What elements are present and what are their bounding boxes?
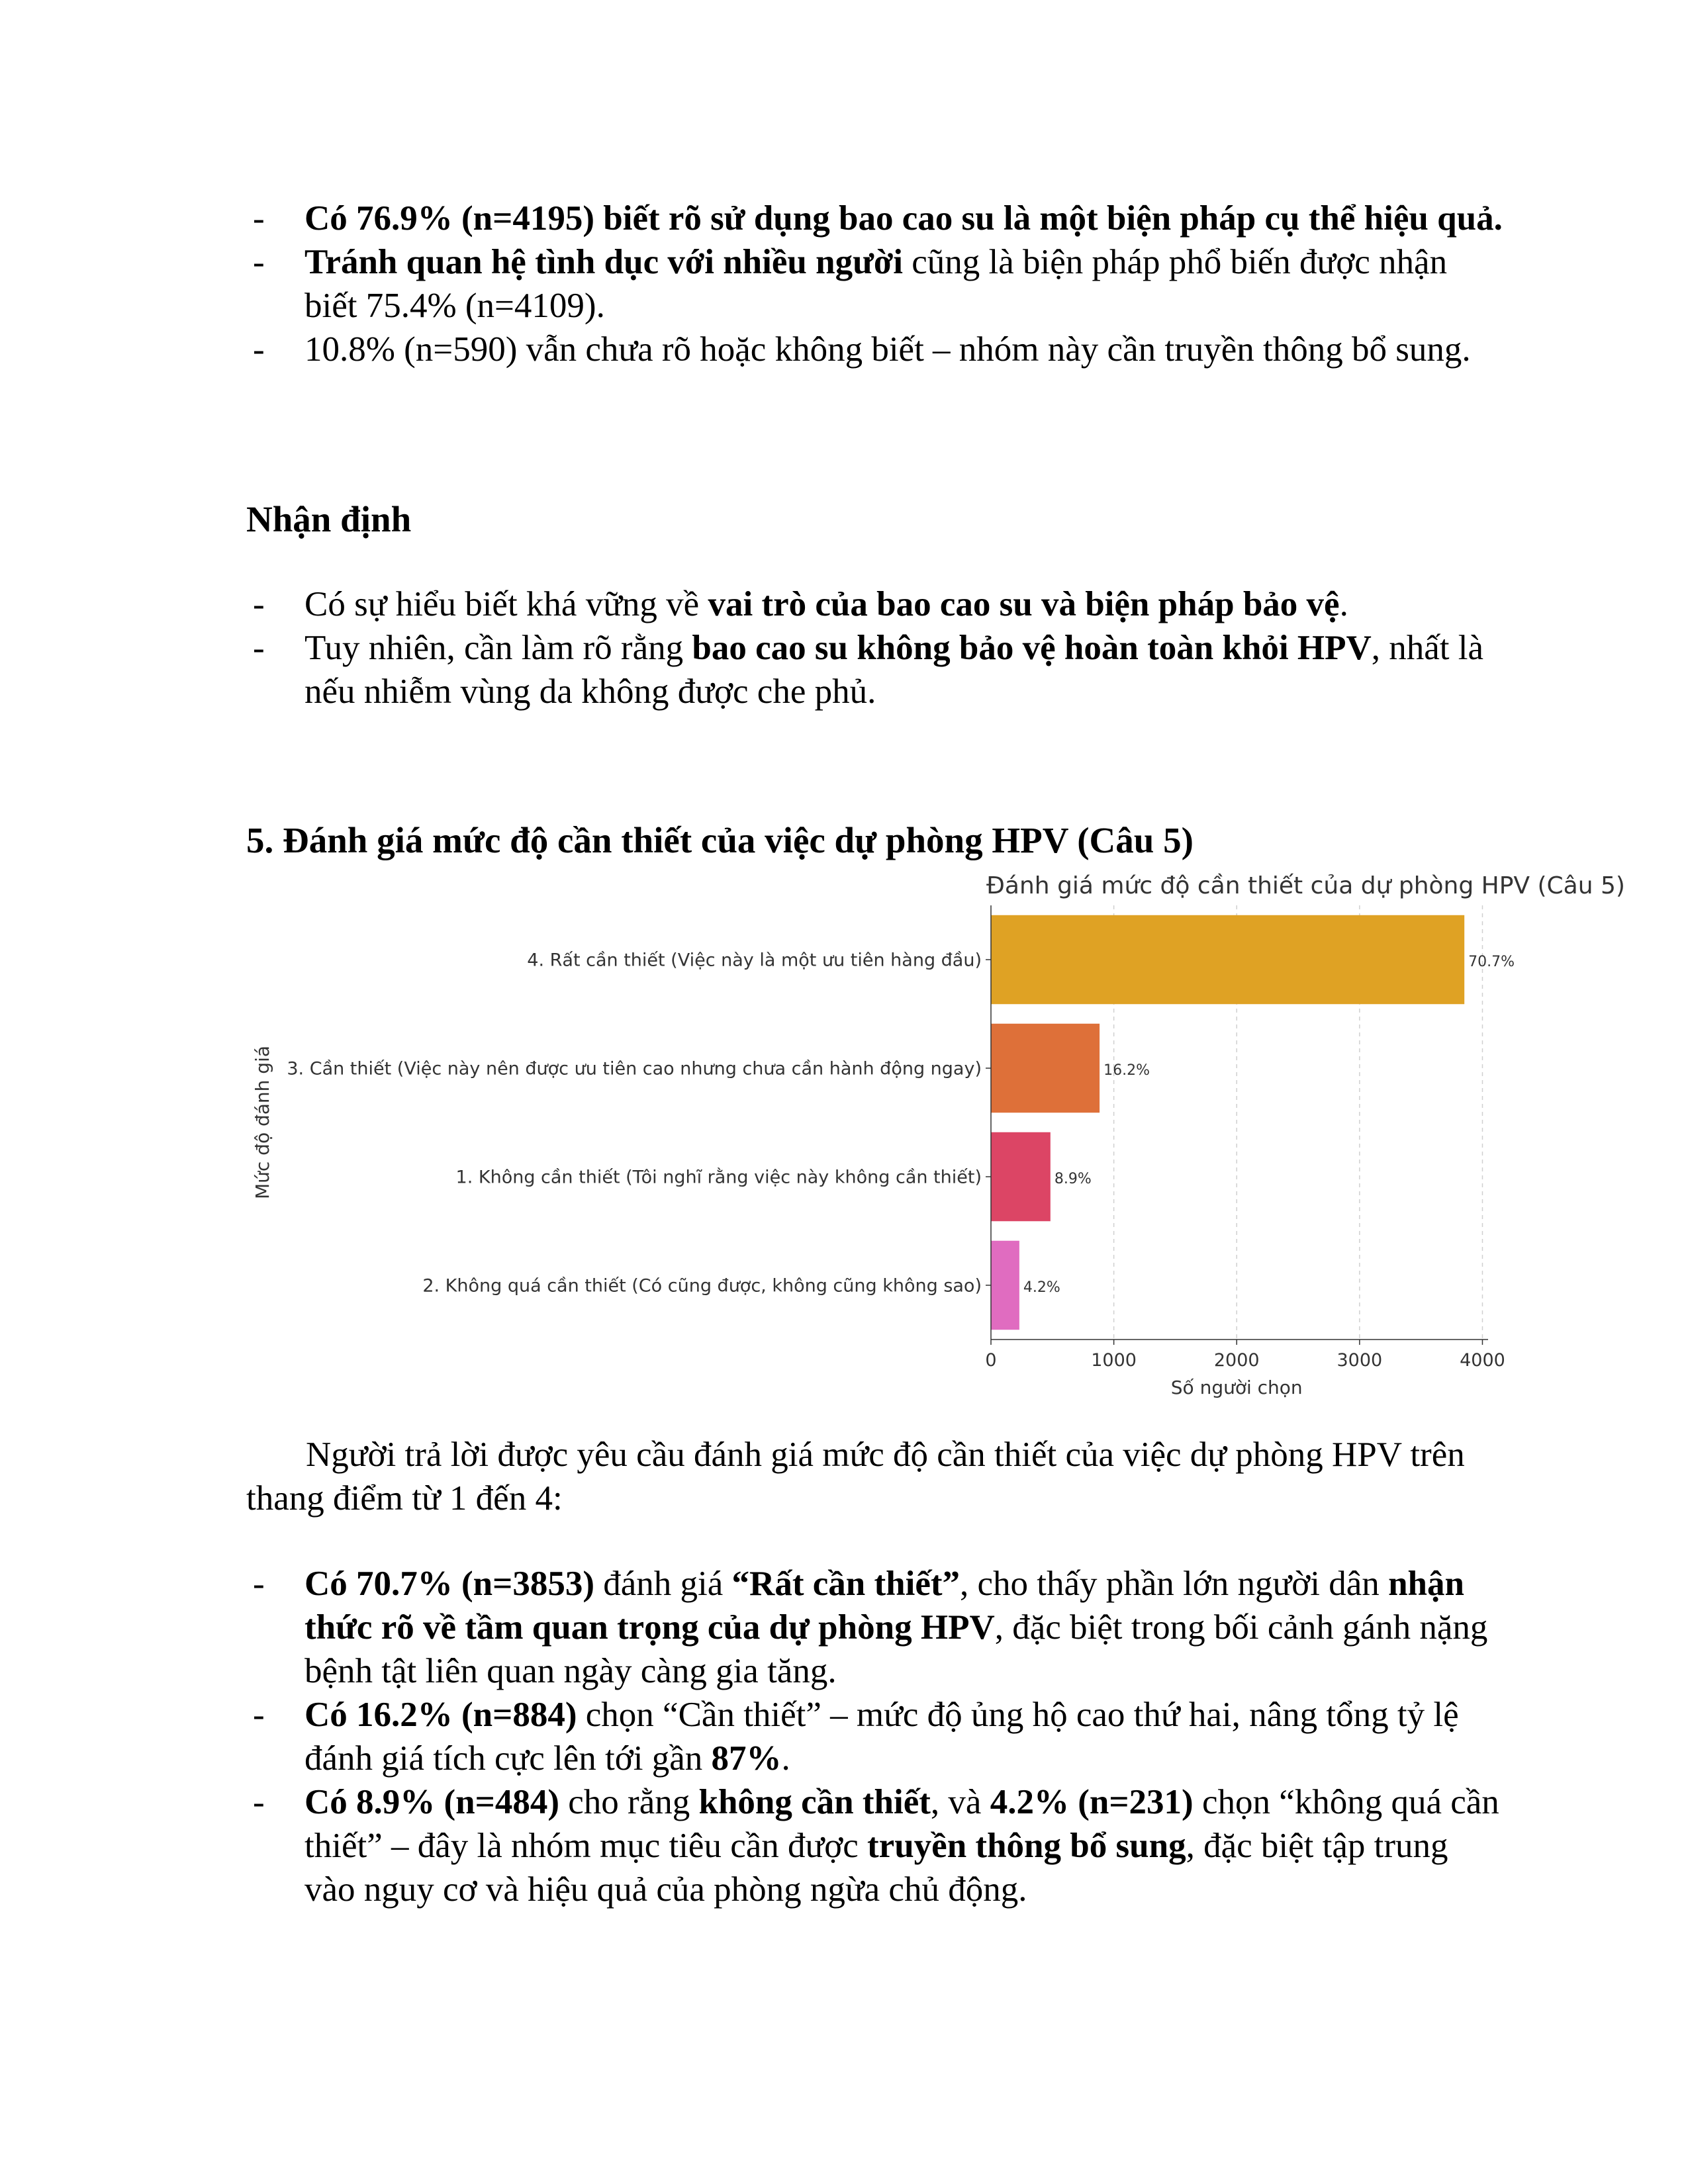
bold-text: truyền thông bổ sung — [867, 1827, 1186, 1865]
bar — [991, 1241, 1019, 1330]
list-item — [245, 197, 1503, 240]
bold-text: 4.2% (n=231) — [990, 1783, 1194, 1821]
text-run: . — [1339, 585, 1348, 623]
text-run: 10.8% (n=590) vẫn chưa rõ hoặc không biết – nhóm này cần truyền thông bổ sung. — [305, 330, 1471, 369]
text-run: . — [781, 1739, 790, 1778]
bold-text: “Rất cần thiết” — [731, 1565, 960, 1603]
y-tick-label: 3. Cần thiết (Việc này nên được ưu tiên cao nhưng chưa cần hành động ngay) — [287, 1058, 982, 1079]
list-item — [245, 328, 1503, 371]
y-tick-label: 4. Rất cần thiết (Việc này là một ưu tiên hàng đầu) — [527, 950, 982, 971]
bar-value-label: 16.2% — [1103, 1062, 1150, 1079]
bar-value-label: 70.7% — [1468, 954, 1515, 970]
bullet-dash: - — [253, 1565, 265, 1603]
results-bullet-list — [245, 1562, 1503, 1911]
text-run: chọn “Cần thiết” – mức độ ủng hộ cao thứ hai, nâng tổng tỷ lệ đánh giá tích cực lên tới gần — [305, 1696, 1459, 1778]
knowledge-bullet-list — [245, 197, 1503, 371]
bullet-dash: - — [253, 1696, 265, 1734]
text-run: Tuy nhiên, cần làm rõ rằng — [305, 629, 692, 667]
bullet-dash: - — [253, 629, 265, 667]
nhan-dinh-heading: Nhận định — [246, 499, 412, 539]
bullet-dash: - — [253, 1783, 265, 1821]
list-item — [245, 1562, 1503, 1693]
text-run: , đặc biệt tập trung vào nguy cơ và hiệu quả của phòng ngừa chủ động. — [305, 1827, 1448, 1909]
text-run: chọn “không quá cần thiết” – đây là nhóm mục tiêu cần được — [305, 1783, 1499, 1865]
bullet-dash: - — [253, 585, 265, 623]
x-tick-label: 0 — [985, 1350, 997, 1371]
intro-paragraph: Người trả lời được yêu cầu đánh giá mức độ cần thiết của việc dự phòng HPV trên thang điểm từ 1 đến 4: — [246, 1435, 1465, 1518]
assessment-bullet-list — [245, 582, 1503, 713]
x-tick-label: 4000 — [1460, 1350, 1505, 1371]
chart-title: Đánh giá mức độ cần thiết của dự phòng HPV (Câu 5) — [986, 872, 1625, 899]
bar-value-label: 8.9% — [1054, 1171, 1092, 1187]
text-run: Có sự hiểu biết khá vững về — [305, 585, 708, 623]
x-axis-label: Số người chọn — [1170, 1377, 1303, 1398]
section-5-heading: 5. Đánh giá mức độ cần thiết của việc dự phòng HPV (Câu 5) — [246, 820, 1194, 860]
list-item — [245, 582, 1503, 626]
bold-text: vai trò của bao cao su và biện pháp bảo vệ — [708, 585, 1340, 623]
bold-text: Có 16.2% (n=884) — [305, 1696, 577, 1734]
bullet-dash: - — [253, 330, 265, 369]
text-run: , nhất là nếu nhiễm vùng da không được che phủ. — [305, 629, 1484, 711]
bold-text: 87% — [711, 1739, 782, 1778]
bold-text: Tránh quan hệ tình dục với nhiều người — [305, 243, 903, 281]
text-run: , cho thấy phần lớn người dân — [960, 1565, 1389, 1603]
list-item — [245, 1780, 1503, 1911]
bold-text: bao cao su không bảo vệ hoàn toàn khỏi HPV — [692, 629, 1372, 667]
necessity-bar-chart — [245, 872, 1625, 1403]
bold-text: không cần thiết — [698, 1783, 931, 1821]
bar — [991, 915, 1464, 1004]
list-item — [245, 626, 1503, 713]
text-run: đánh giá — [594, 1565, 732, 1603]
y-axis-label: Mức độ đánh giá — [252, 1045, 273, 1200]
bold-text: Có 70.7% (n=3853) — [305, 1565, 595, 1603]
bullet-dash: - — [253, 243, 265, 281]
y-tick-label: 1. Không cần thiết (Tôi nghĩ rằng việc này không cần thiết) — [455, 1167, 982, 1188]
text-run: cũng là biện pháp phổ biến được nhận biết 75.4% (n=4109). — [305, 243, 1448, 325]
bold-text: Có 76.9% (n=4195) biết rõ sử dụng bao cao su là một biện pháp cụ thể hiệu quả. — [305, 199, 1503, 238]
x-tick-label: 2000 — [1213, 1350, 1260, 1371]
y-tick-label: 2. Không quá cần thiết (Có cũng được, không cũng không sao) — [422, 1275, 982, 1297]
x-tick-label: 1000 — [1091, 1350, 1137, 1371]
bold-text: Có 8.9% (n=484) — [305, 1783, 560, 1821]
bar — [991, 1024, 1100, 1113]
bar-value-label: 4.2% — [1023, 1279, 1060, 1296]
bar — [991, 1132, 1051, 1221]
text-run: cho rằng — [559, 1783, 699, 1821]
list-item — [245, 240, 1503, 328]
text-run: , đặc biệt trong bối cảnh gánh nặng bệnh tật liên quan ngày càng gia tăng. — [305, 1608, 1488, 1690]
text-run: , và — [930, 1783, 990, 1821]
list-item — [245, 1693, 1503, 1780]
bullet-dash: - — [253, 199, 265, 238]
bold-text: nhận thức rõ về tầm quan trọng của dự phòng HPV — [305, 1565, 1464, 1647]
x-tick-label: 3000 — [1336, 1350, 1383, 1371]
